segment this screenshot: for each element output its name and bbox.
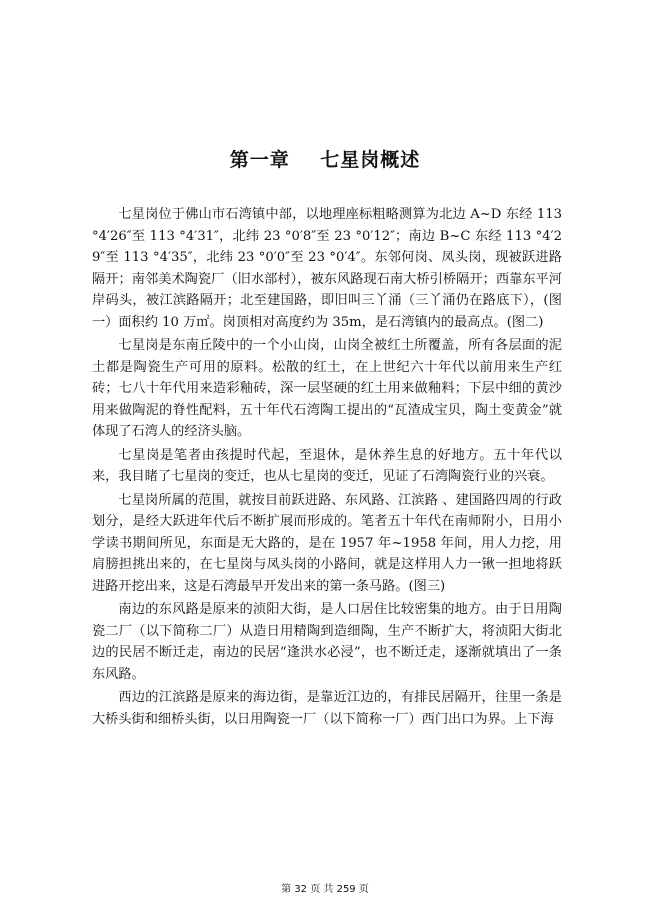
page-footer: 第 32 页 共 259 页 — [281, 884, 369, 895]
body-text — [92, 204, 562, 732]
paragraph: 七星岗是东南丘陵中的一个小山岗，山岗全被红土所覆盖，所有各层面的泥土都是陶瓷生产可用的原料。松散的红土，在上世纪六十年代以前用来生产红砖；七八十年代用来造彩釉砖，深一层坚硬的红土用来做釉料；下层中细的黄沙用来做陶泥的脊性配料，五十年代石湾陶工提出的“瓦渣成宝贝，陶土变黄金”就体现了石湾人的经济头脑。 — [92, 338, 562, 439]
paragraph: 七星岗是笔者由孩提时代起，至退休，是休养生息的好地方。五十年代以来，我目睹了七星岗的变迁，也从七星岗的变迁，见证了石湾陶瓷行业的兴衰。 — [92, 447, 562, 484]
paragraph: 南边的东风路是原来的浈阳大街，是人口居住比较密集的地方。由于日用陶瓷二厂（以下简称二厂）从造日用精陶到造细陶，生产不断扩大，将浈阳大街北边的民居不断迁走，南边的民居“逢洪水必浸”，也不断迁走，逐渐就填出了一条东风路。 — [92, 602, 562, 682]
paragraph: 西边的江滨路是原来的海边街，是靠近江边的，有排民居隔开，往里一条是大桥头街和细桥头街，以日用陶瓷一厂（以下简称一厂）西门出口为界。上下海 — [92, 690, 562, 727]
paragraph: 七星岗位于佛山市石湾镇中部，以地理座标粗略测算为北边 A~D 东经 113 °4′26″至 113 °4′31″，北纬 23 °0′8″至 23 °0′12″；南边 B~C 东经 113 °4′29″至 113 °4′35″，北纬 23 °0′0″至 23 °0′4″。东邻何岗、凤头岗，现被跃进路隔开；南邻美术陶瓷厂（旧水部村），被东风路现石南大桥引桥隔开；西靠东平河岸码头，被江滨路隔开；北至建国路，即旧叫三丫涌（三丫涌仍在路底下），(图一）面积约 10 万㎡。岗顶相对高度约为 35m，是石湾镇内的最高点。(图二) — [92, 207, 562, 330]
chapter-title: 第一章 七星岗概述 — [229, 149, 421, 171]
paragraph: 七星岗所属的范围，就按目前跃进路、东风路、江滨路 、建国路四周的行政划分，是经大跃进年代后不断扩展而形成的。笔者五十年代在南师附小，日用小学读书期间所见，东面是无大路的，是在 1957 年~1958 年间，用人力挖，用肩膀担挑出来的，在七星岗与凤头岗的小路间，就是这样用人力一锹一担地将跃进路开挖出来，这是石湾最早开发出来的第一条马路。(图三) — [92, 492, 562, 594]
